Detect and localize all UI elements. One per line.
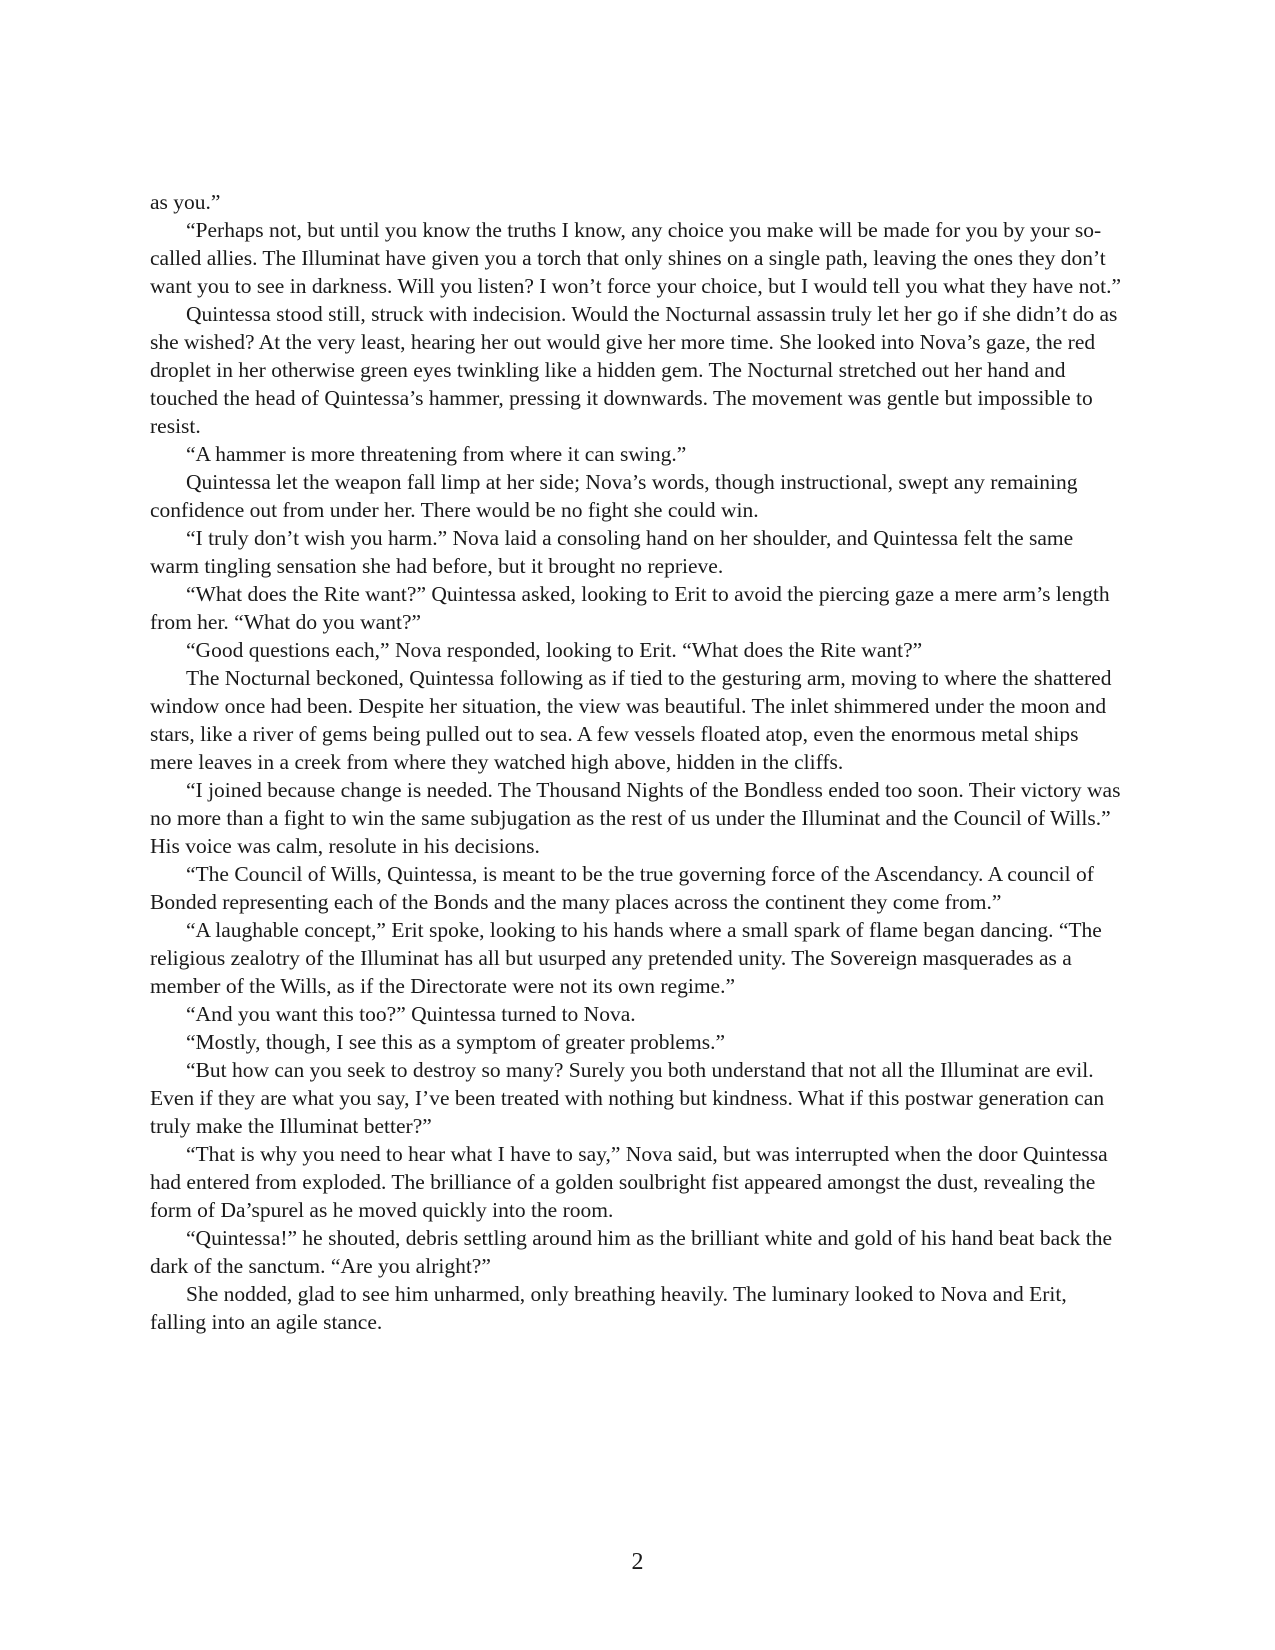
paragraph: Quintessa let the weapon fall limp at her side; Nova’s words, though instructional, swept any remaining confidence out from under her. There would be no fight she could win. (150, 470, 1078, 522)
paragraph: “Good questions each,” Nova responded, looking to Erit. “What does the Rite want?” (186, 638, 923, 662)
paragraph: “And you want this too?” Quintessa turned to Nova. (186, 1002, 636, 1026)
paragraph: Quintessa stood still, struck with indecision. Would the Nocturnal assassin truly let her go if she didn’t do as she wished? At the very least, hearing her out would give her more time. She looked into Nova’s gaze, the red droplet in her otherwise green eyes twinkling like a hidden gem. The Nocturnal stretched out her hand and touched the head of Quintessa’s hammer, pressing it downwards. The movement was gentle but impossible to resist. (150, 302, 1118, 438)
paragraph: “Quintessa!” he shouted, debris settling around him as the brilliant white and gold of his hand beat back the dark of the sanctum. “Are you alright?” (150, 1226, 1113, 1278)
paragraph: She nodded, glad to see him unharmed, only breathing heavily. The luminary looked to Nova and Erit, falling into an agile stance. (150, 1282, 1067, 1334)
page-number: 2 (631, 1549, 644, 1575)
paragraph: “Perhaps not, but until you know the truths I know, any choice you make will be made for you by your so-called allies. The Illuminat have given you a torch that only shines on a single path, leaving the ones they don’t want you to see in darkness. Will you listen? I won’t force your choice, but I would tell you what they have not.” (150, 218, 1121, 298)
paragraph: “A hammer is more threatening from where it can swing.” (186, 442, 687, 466)
paragraph: “I truly don’t wish you harm.” Nova laid a consoling hand on her shoulder, and Quintessa felt the same warm tingling sensation she had before, but it brought no reprieve. (150, 526, 1074, 578)
paragraph: The Nocturnal beckoned, Quintessa following as if tied to the gesturing arm, moving to where the shattered window once had been. Despite her situation, the view was beautiful. The inlet shimmered under the moon and stars, like a river of gems being pulled out to sea. A few vessels floated atop, even the enormous metal ships mere leaves in a creek from where they watched high above, hidden in the cliffs. (150, 666, 1112, 774)
paragraph: as you.” (150, 190, 221, 214)
paragraph: “I joined because change is needed. The Thousand Nights of the Bondless ended too soon. Their victory was no more than a fight to win the same subjugation as the rest of us under the Illuminat and the Council of Wills.” His voice was calm, resolute in his decisions. (150, 778, 1121, 858)
paragraph: “Mostly, though, I see this as a symptom of greater problems.” (186, 1030, 725, 1054)
paragraph: “But how can you seek to destroy so many? Surely you both understand that not all the Illuminat are evil. Even if they are what you say, I’ve been treated with nothing but kindness. What if this postwar generation can truly make the Illuminat better?” (150, 1058, 1105, 1138)
paragraph: “What does the Rite want?” Quintessa asked, looking to Erit to avoid the piercing gaze a mere arm’s length from her. “What do you want?” (150, 582, 1110, 634)
paragraph: “The Council of Wills, Quintessa, is meant to be the true governing force of the Ascendancy. A council of Bonded representing each of the Bonds and the many places across the continent they come from.” (150, 862, 1094, 914)
paragraph: “That is why you need to hear what I have to say,” Nova said, but was interrupted when the door Quintessa had entered from exploded. The brilliance of a golden soulbright fist appeared amongst the dust, revealing the form of Da’spurel as he moved quickly into the room. (150, 1142, 1108, 1222)
paragraph: “A laughable concept,” Erit spoke, looking to his hands where a small spark of flame began dancing. “The religious zealotry of the Illuminat has all but usurped any pretended unity. The Sovereign masquerades as a member of the Wills, as if the Directorate were not its own regime.” (150, 918, 1102, 998)
body-text (150, 188, 1122, 1336)
